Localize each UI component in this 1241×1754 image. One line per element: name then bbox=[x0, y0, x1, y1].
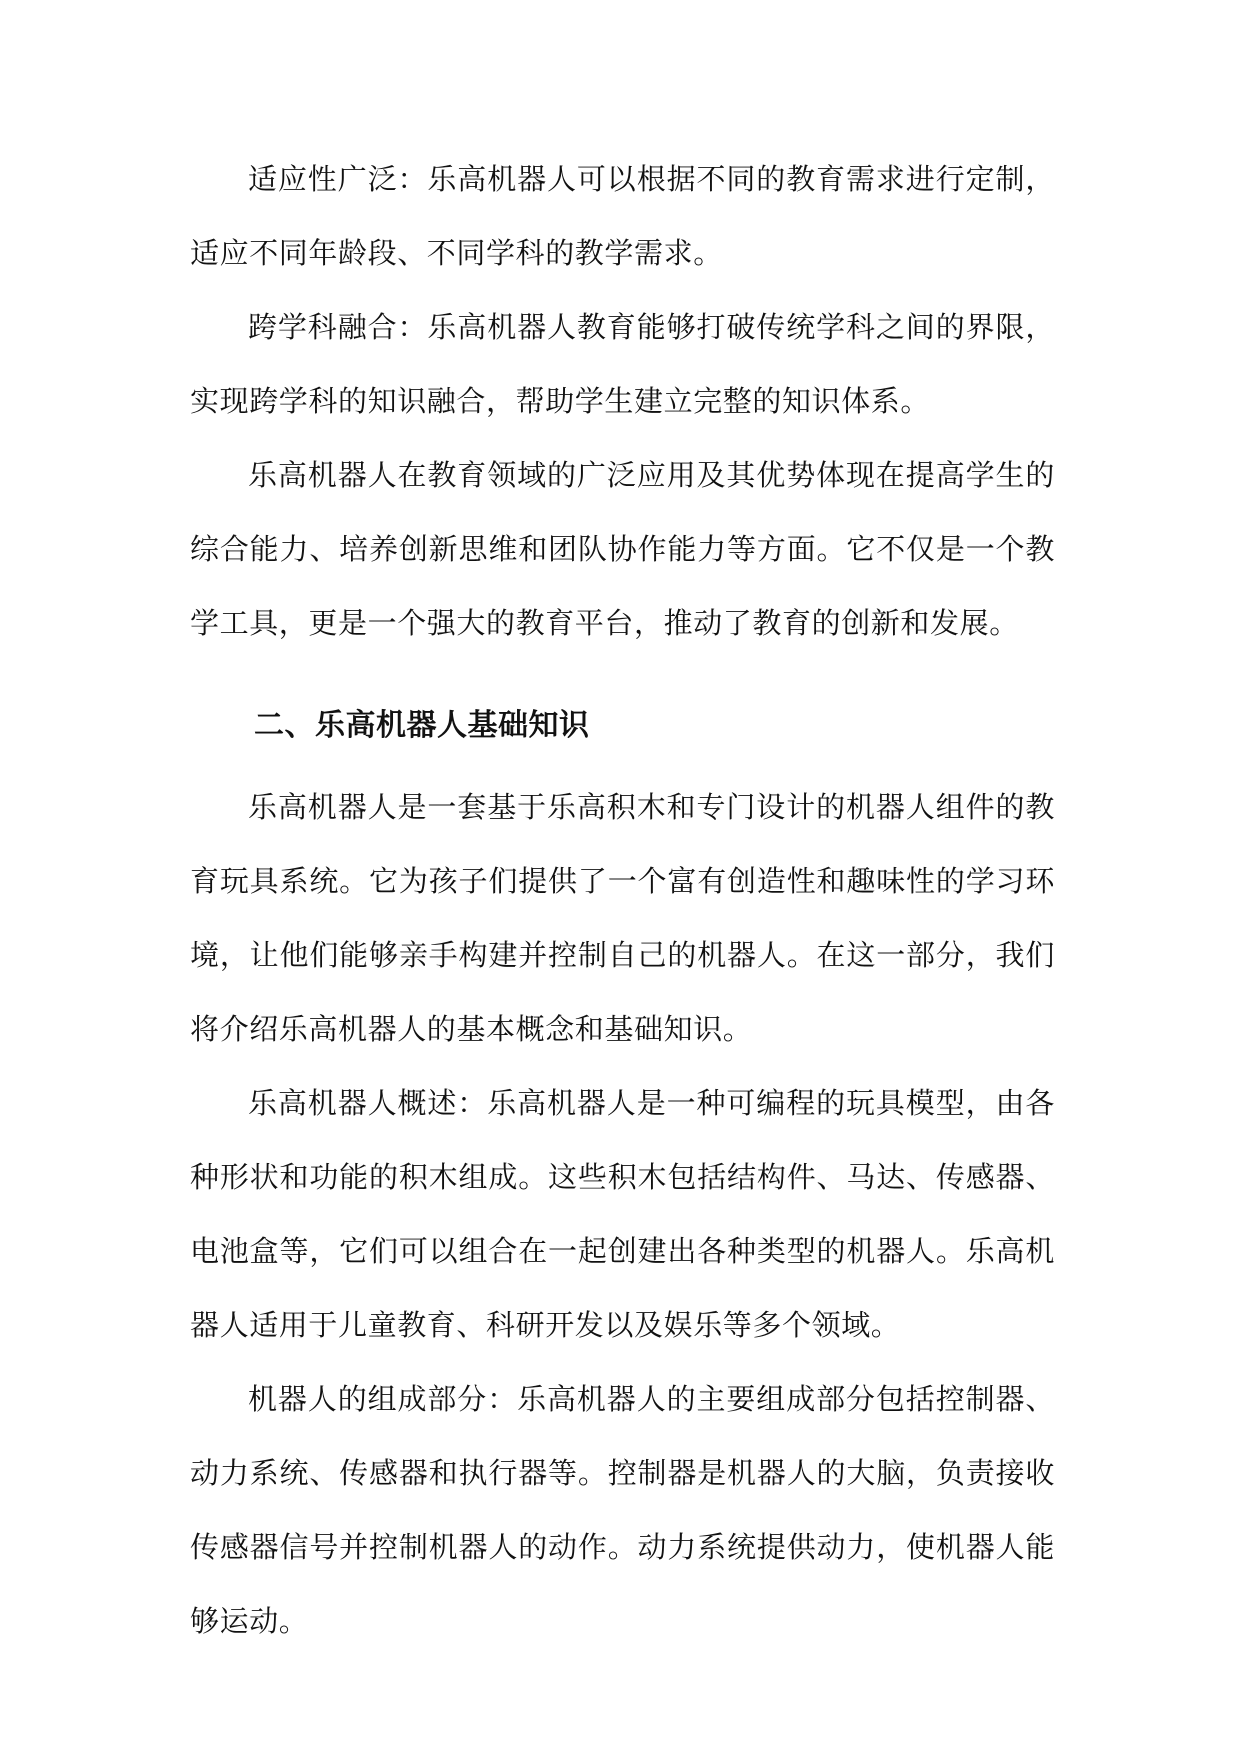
paragraph-education-summary: 乐高机器人在教育领域的广泛应用及其优势体现在提高学生的综合能力、培养创新思维和团队协作能力等方面。它不仅是一个教学工具，更是一个强大的教育平台，推动了教育的创新和发展。 bbox=[190, 458, 1055, 640]
section-heading: 二、乐高机器人基础知识 bbox=[254, 708, 590, 743]
paragraph-robot-components: 机器人的组成部分：乐高机器人的主要组成部分包括控制器、动力系统、传感器和执行器等。控制器是机器人的大脑，负责接收传感器信号并控制机器人的动作。动力系统提供动力，使机器人能够运动。 bbox=[190, 1382, 1055, 1638]
paragraph-adaptability: 适应性广泛：乐高机器人可以根据不同的教育需求进行定制，适应不同年龄段、不同学科的教学需求。 bbox=[190, 162, 1055, 270]
paragraph-lego-intro: 乐高机器人是一套基于乐高积木和专门设计的机器人组件的教育玩具系统。它为孩子们提供了一个富有创造性和趣味性的学习环境，让他们能够亲手构建并控制自己的机器人。在这一部分，我们将介绍乐高机器人的基本概念和基础知识。 bbox=[190, 790, 1055, 1046]
paragraph-lego-overview: 乐高机器人概述：乐高机器人是一种可编程的玩具模型，由各种形状和功能的积木组成。这些积木包括结构件、马达、传感器、电池盒等，它们可以组合在一起创建出各种类型的机器人。乐高机器人适用于儿童教育、科研开发以及娱乐等多个领域。 bbox=[190, 1086, 1055, 1342]
page-content bbox=[190, 142, 1055, 1658]
paragraph-interdisciplinary: 跨学科融合：乐高机器人教育能够打破传统学科之间的界限，实现跨学科的知识融合，帮助学生建立完整的知识体系。 bbox=[190, 310, 1055, 418]
